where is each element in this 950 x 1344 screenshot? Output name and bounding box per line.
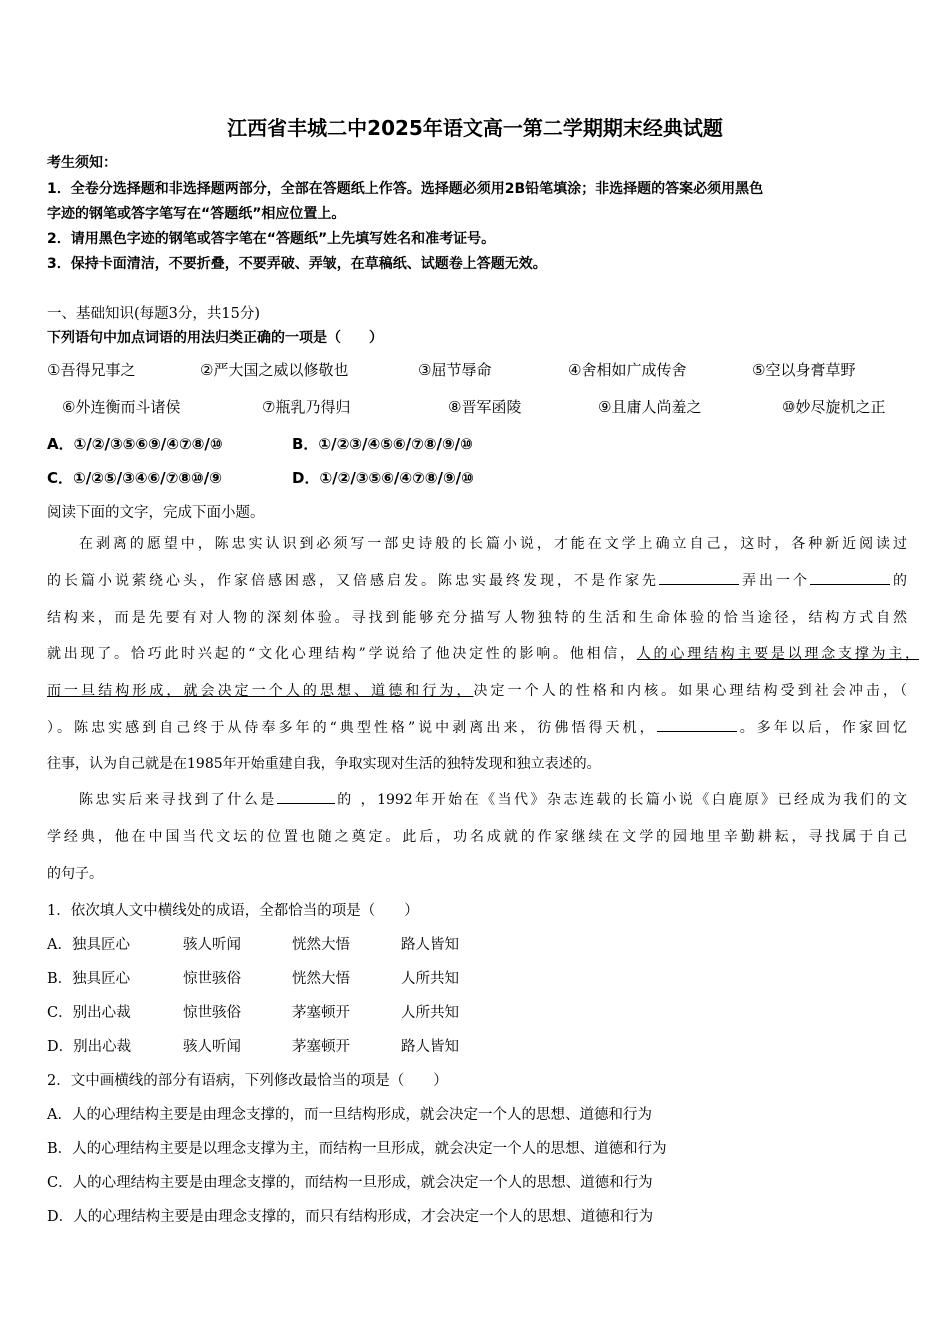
passage-p2-line2: 学经典，他在中国当代文坛的位置也随之奠定。此后，功名成就的作家继续在文学的园地里辛勤耕耘，寻找属于自己 [47, 829, 907, 845]
blank-4 [277, 789, 335, 804]
item-7: ⑦瓶乳乃得归 [262, 398, 351, 416]
notice-item-1b: 字迹的钢笔或答字笔写在“答题纸”相应位置上。 [47, 206, 346, 222]
item-5: ⑤空以身膏草野 [752, 361, 856, 379]
option-d: D．①/②/③⑤⑥/④⑦⑧/⑨/⑩ [292, 469, 474, 487]
option-a: A．①/②/③⑤⑥⑨/④⑦⑧/⑩ [47, 435, 223, 453]
item-8: ⑧晋军函陵 [448, 398, 522, 416]
q2-stem: 2．文中画横线的部分有语病，下列修改最恰当的项是（ ） [47, 1073, 448, 1089]
blank-1 [659, 570, 739, 585]
blank-3 [657, 717, 737, 732]
q1-stem: 1．依次填人文中横线处的成语，全都恰当的项是（ ） [47, 903, 419, 919]
reading-intro: 阅读下面的文字，完成下面小题。 [47, 505, 265, 521]
q1-a-4: 路人皆知 [401, 937, 459, 953]
q2-option-d: D．人的心理结构主要是由理念支撑的，而只有结构形成，才会决定一个人的思想、道德和行为 [47, 1209, 654, 1225]
option-b: B．①/②③/④⑤⑥/⑦⑧/⑨/⑩ [292, 435, 473, 453]
q1-c-1: C．别出心裁 [47, 1005, 131, 1021]
q1-b-2: 惊世骇俗 [183, 971, 241, 987]
q1-b-3: 恍然大悟 [292, 971, 350, 987]
q1-b-4: 人所共知 [401, 971, 459, 987]
q1-d-3: 茅塞顿开 [292, 1039, 350, 1055]
q1-a-1: A．独具匠心 [47, 937, 130, 953]
notice-item-2: 2．请用黑色字迹的钢笔或答字笔在“答题纸”上先填写姓名和准考证号。 [47, 231, 496, 247]
section1-question: 下列语句中加点词语的用法归类正确的一项是（ ） [47, 330, 383, 346]
passage-p1-line5: 而一旦结构形成，就会决定一个人的思想、道德和行为，决定一个人的性格和内核。如果心理结构受到社会冲击，（ [47, 683, 907, 699]
item-4: ④舍相如广成传舍 [568, 361, 687, 379]
q1-a-2: 骇人听闻 [183, 937, 241, 953]
q2-option-b: B．人的心理结构主要是以理念支撑为主，而结构一旦形成，就会决定一个人的思想、道德和行为 [47, 1141, 667, 1157]
option-c: C．①/②⑤/③④⑥/⑦⑧⑩/⑨ [47, 469, 222, 487]
underlined-sentence-a: 人的心理结构主要是以理念支撑为主， [636, 646, 920, 662]
q1-d-4: 路人皆知 [401, 1039, 459, 1055]
q2-option-a: A．人的心理结构主要是由理念支撑的，而一旦结构形成，就会决定一个人的思想、道德和行为 [47, 1107, 652, 1123]
passage-p1-line2: 的长篇小说萦绕心头，作家倍感困惑，又倍感启发。陈忠实最终发现，不是作家先 弄出一个 的 [47, 563, 907, 600]
passage-p2-line3: 的句子。 [47, 866, 103, 882]
item-1: ①吾得兄事之 [47, 361, 136, 379]
exam-title: 江西省丰城二中2025年语文高一第二学期期末经典试题 [227, 116, 723, 140]
notice-item-1a: 1．全卷分选择题和非选择题两部分，全部在答题纸上作答。选择题必须用2B铅笔填涂；非选择题的答案必须用黑色 [47, 181, 764, 197]
passage-p1-line7: 往事，认为自己就是在1985年开始重建自我，争取实现对生活的独特发现和独立表述的。 [47, 756, 601, 772]
section1-heading: 一、基础知识(每题3分，共15分) [47, 306, 260, 322]
q1-a-3: 恍然大悟 [292, 937, 350, 953]
passage-p1-line1: 在剥离的愿望中，陈忠实认识到必须写一部史诗般的长篇小说，才能在文学上确立自己，这时，各种新近阅读过 [79, 536, 907, 552]
q1-d-2: 骇人听闻 [183, 1039, 241, 1055]
item-9: ⑨且庸人尚羞之 [598, 398, 702, 416]
q1-c-4: 人所共知 [401, 1005, 459, 1021]
passage-p1-line4: 就出现了。恰巧此时兴起的“文化心理结构”学说给了他决定性的影响。他相信，人的心理结构主要是以理念支撑为主， [47, 646, 920, 662]
notice-heading: 考生须知： [47, 155, 117, 171]
item-3: ③屈节辱命 [418, 361, 492, 379]
blank-2 [810, 570, 890, 585]
item-10: ⑩妙尽旋机之正 [782, 398, 886, 416]
item-6: ⑥外连衡而斗诸侯 [62, 398, 181, 416]
q1-b-1: B．独具匠心 [47, 971, 131, 987]
q1-d-1: D．别出心裁 [47, 1039, 132, 1055]
passage-p1-line3: 结构来，而是先要有对人物的深刻体验。寻找到能够充分描写人物独特的生活和生命体验的恰当途径，结构方式自然 [47, 610, 907, 626]
q1-c-3: 茅塞顿开 [292, 1005, 350, 1021]
q2-option-c: C．人的心理结构主要是由理念支撑的，而结构一旦形成，就会决定一个人的思想、道德和行为 [47, 1175, 653, 1191]
notice-item-3: 3．保持卡面清洁，不要折叠，不要弄破、弄皱，在草稿纸、试题卷上答题无效。 [47, 256, 547, 272]
passage-p2-line1: 陈忠实后来寻找到了什么是 的 ，1992年开始在《当代》杂志连载的长篇小说《白鹿原》已经成为我们的文 [47, 782, 907, 819]
item-2: ②严大国之威以修敬也 [200, 361, 349, 379]
passage-p1-line6: ）。陈忠实感到自己终于从侍奉多年的“典型性格”说中剥离出来，彷佛悟得天机， 。多年以后，作家回忆 [47, 710, 907, 747]
q1-c-2: 惊世骇俗 [183, 1005, 241, 1021]
underlined-sentence-b: 而一旦结构形成，就会决定一个人的思想、道德和行为， [47, 683, 474, 699]
